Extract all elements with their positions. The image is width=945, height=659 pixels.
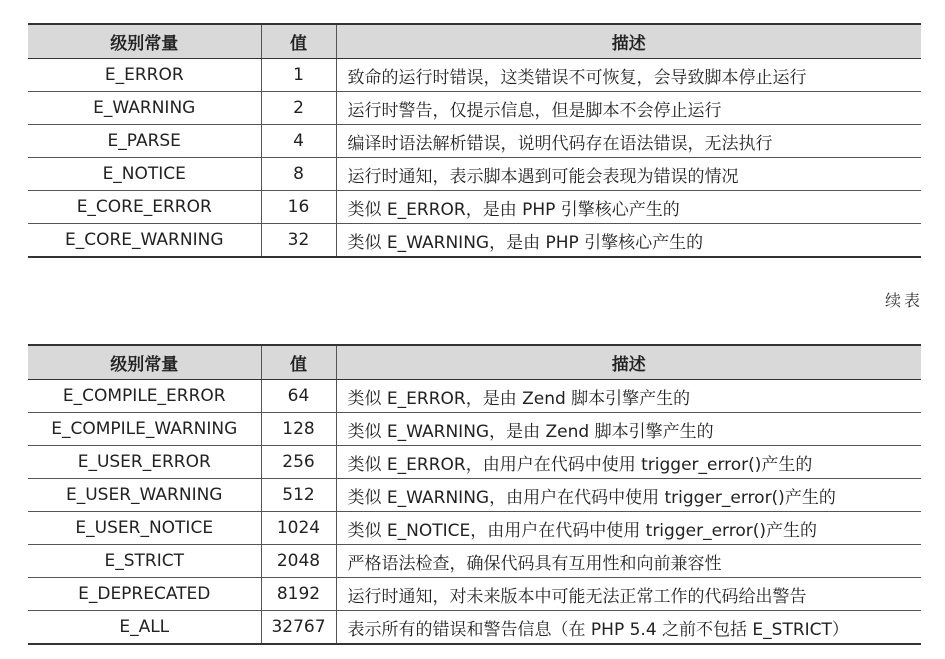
- header-value: 值: [261, 345, 336, 380]
- cell-description: 致命的运行时错误，这类错误不可恢复，会导致脚本停止运行: [336, 59, 921, 92]
- table-header-row: [28, 24, 921, 59]
- cell-value: 4: [261, 125, 336, 158]
- table-row: [28, 446, 921, 479]
- cell-constant: E_USER_WARNING: [28, 479, 261, 512]
- cell-constant: E_COMPILE_WARNING: [28, 413, 261, 446]
- cell-description: 类似 E_WARNING，是由 Zend 脚本引擎产生的: [336, 413, 921, 446]
- table-body: [28, 380, 921, 645]
- cell-value: 8: [261, 158, 336, 191]
- cell-description: 类似 E_ERROR，由用户在代码中使用 trigger_error()产生的: [336, 446, 921, 479]
- cell-description: 运行时通知，对未来版本中可能无法正常工作的代码给出警告: [336, 578, 921, 611]
- cell-description: 类似 E_WARNING，是由 PHP 引擎核心产生的: [336, 224, 921, 258]
- table-row: [28, 224, 921, 258]
- cell-constant: E_ERROR: [28, 59, 261, 92]
- cell-value: 32767: [261, 611, 336, 645]
- cell-constant: E_USER_NOTICE: [28, 512, 261, 545]
- cell-description: 类似 E_ERROR，是由 PHP 引擎核心产生的: [336, 191, 921, 224]
- cell-constant: E_STRICT: [28, 545, 261, 578]
- cell-description: 表示所有的错误和警告信息（在 PHP 5.4 之前不包括 E_STRICT）: [336, 611, 921, 645]
- cell-value: 32: [261, 224, 336, 258]
- cell-value: 256: [261, 446, 336, 479]
- table-row: [28, 380, 921, 413]
- cell-value: 2048: [261, 545, 336, 578]
- table-row: [28, 92, 921, 125]
- table-row: [28, 512, 921, 545]
- cell-constant: E_WARNING: [28, 92, 261, 125]
- cell-description: 严格语法检查，确保代码具有互用性和向前兼容性: [336, 545, 921, 578]
- cell-constant: E_CORE_WARNING: [28, 224, 261, 258]
- cell-constant: E_DEPRECATED: [28, 578, 261, 611]
- cell-constant: E_PARSE: [28, 125, 261, 158]
- table-row: [28, 59, 921, 92]
- cell-value: 16: [261, 191, 336, 224]
- error-levels-table: [28, 23, 921, 258]
- table-row: [28, 578, 921, 611]
- table-body: [28, 59, 921, 258]
- table-row: [28, 413, 921, 446]
- cell-value: 1: [261, 59, 336, 92]
- cell-constant: E_USER_ERROR: [28, 446, 261, 479]
- cell-constant: E_NOTICE: [28, 158, 261, 191]
- cell-value: 2: [261, 92, 336, 125]
- cell-value: 64: [261, 380, 336, 413]
- cell-value: 128: [261, 413, 336, 446]
- cell-value: 1024: [261, 512, 336, 545]
- table-row: [28, 158, 921, 191]
- cell-description: 运行时通知，表示脚本遇到可能会表现为错误的情况: [336, 158, 921, 191]
- table-row: [28, 479, 921, 512]
- cell-description: 运行时警告，仅提示信息，但是脚本不会停止运行: [336, 92, 921, 125]
- table-header-row: [28, 345, 921, 380]
- cell-value: 512: [261, 479, 336, 512]
- cell-constant: E_ALL: [28, 611, 261, 645]
- continued-label: 续表: [884, 291, 923, 310]
- cell-description: 类似 E_ERROR，是由 Zend 脚本引擎产生的: [336, 380, 921, 413]
- cell-constant: E_COMPILE_ERROR: [28, 380, 261, 413]
- header-value: 值: [261, 24, 336, 59]
- header-description: 描述: [336, 24, 921, 59]
- header-constant: 级别常量: [28, 345, 261, 380]
- cell-description: 编译时语法解析错误，说明代码存在语法错误，无法执行: [336, 125, 921, 158]
- table-row: [28, 611, 921, 645]
- error-levels-table-continued: [28, 344, 921, 645]
- table-row: [28, 545, 921, 578]
- cell-description: 类似 E_NOTICE，由用户在代码中使用 trigger_error()产生的: [336, 512, 921, 545]
- header-constant: 级别常量: [28, 24, 261, 59]
- header-description: 描述: [336, 345, 921, 380]
- table-row: [28, 191, 921, 224]
- cell-value: 8192: [261, 578, 336, 611]
- table-row: [28, 125, 921, 158]
- cell-description: 类似 E_WARNING，由用户在代码中使用 trigger_error()产生的: [336, 479, 921, 512]
- cell-constant: E_CORE_ERROR: [28, 191, 261, 224]
